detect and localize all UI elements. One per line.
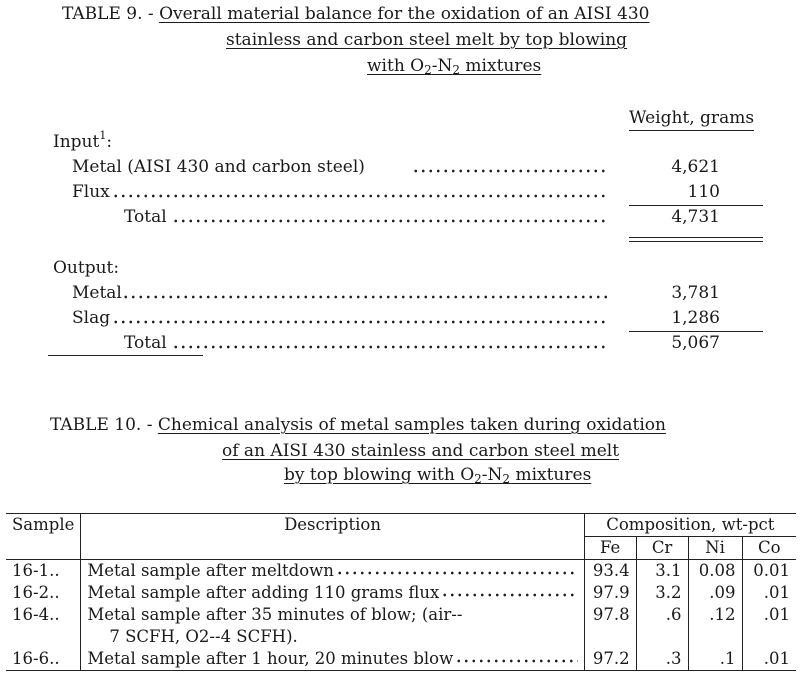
table10-caption-line3: by top blowing with $O_2-N_2$ mixtures (284, 465, 592, 486)
sample-id: 16-6.. (6, 648, 81, 671)
ni-value: .1 (688, 648, 742, 671)
ni-value: 0.08 (688, 560, 742, 583)
table9-total-row: Total 4,731 (124, 207, 720, 227)
table10-caption-prefix: TABLE 10. - (50, 415, 158, 435)
table9-row: Slag 1,286 (72, 308, 720, 328)
table9-caption-line2: stainless and carbon steel melt by top blowing (226, 30, 628, 50)
header-cr: Cr (636, 537, 688, 560)
description-cell: Metal sample after 1 hour, 20 minutes blow (81, 648, 584, 671)
table9-row: Flux 110 (72, 182, 720, 202)
co-value: 0.01 (753, 561, 790, 580)
table9-caption-line1 (62, 3, 649, 25)
leader-dots (455, 654, 577, 668)
table9-row: Metal 3,781 (72, 283, 720, 303)
header-co: Co (742, 537, 796, 560)
cr-value: .3 (636, 648, 688, 671)
table9-row: Metal (AISI 430 and carbon steel) 4,621 (72, 157, 720, 177)
table10-caption-title: Chemical analysis of metal samples taken during oxidation (157, 415, 666, 435)
fe-value: 97.9 (584, 582, 636, 604)
header-sample: Sample (6, 514, 81, 560)
table9-caption-title: Overall material balance for the oxidation of an AISI 430 (159, 4, 650, 24)
sample-id: 16-2.. (6, 582, 81, 604)
leader-dots (122, 289, 608, 305)
table10-caption-line1 (50, 414, 666, 436)
footnote-marker: 1 (99, 129, 107, 142)
double-rule-top (629, 237, 763, 238)
fe-value: 93.4 (584, 560, 636, 583)
table10 (6, 513, 796, 671)
leader-dots (412, 163, 608, 179)
table9-total-row: Total 5,067 (124, 333, 720, 353)
co-value: .01 (763, 605, 790, 624)
leader-dots (172, 213, 608, 229)
cr-value: 3.1 (636, 560, 688, 583)
fe-value: 97.8 (584, 604, 636, 648)
cr-value: 3.2 (636, 582, 688, 604)
subtotal-rule (629, 205, 763, 206)
table9-caption-prefix: TABLE 9. - (62, 4, 160, 24)
sample-id: 16-4.. (6, 604, 81, 648)
ni-value: .09 (688, 582, 742, 604)
leader-dots (112, 314, 608, 330)
table9-column-header: Weight, grams (629, 108, 754, 131)
table-row (6, 582, 796, 604)
sample-id: 16-1.. (6, 560, 81, 583)
table9-caption-line3: with $O_2-N_2$ mixtures (367, 56, 542, 77)
table10-caption-line2: of an AISI 430 stainless and carbon steel melt (222, 441, 620, 461)
co-value: .01 (763, 583, 790, 602)
header-composition: Composition, wt-pct (584, 514, 796, 537)
table9-output-label: Output: (53, 258, 120, 278)
description-cell: Metal sample after meltdown (81, 560, 584, 583)
total-underline-left (48, 355, 203, 356)
header-ni: Ni (688, 537, 742, 560)
header-description: Description (81, 514, 584, 560)
ni-value: .12 (688, 604, 742, 648)
leader-dots (112, 188, 608, 204)
subtotal-rule (629, 331, 763, 332)
table-row (6, 648, 796, 671)
co-value: .01 (742, 648, 796, 671)
double-rule-bottom (629, 241, 763, 242)
description-continuation: 7 SCFH, O2--4 SCFH). (109, 627, 298, 646)
table-row (6, 604, 796, 648)
table-row (6, 560, 796, 583)
table9-input-label: Input$^1$: (53, 129, 113, 152)
cr-value: .6 (636, 604, 688, 648)
description-cell: Metal sample after adding 110 grams flux (81, 582, 584, 604)
leader-dots (441, 588, 577, 602)
description-cell: Metal sample after 35 minutes of blow; (air-- 7 SCFH, O2--4 SCFH). (81, 604, 584, 648)
header-fe: Fe (584, 537, 636, 560)
leader-dots (172, 339, 608, 355)
leader-dots (336, 566, 578, 580)
fe-value: 97.2 (584, 648, 636, 671)
